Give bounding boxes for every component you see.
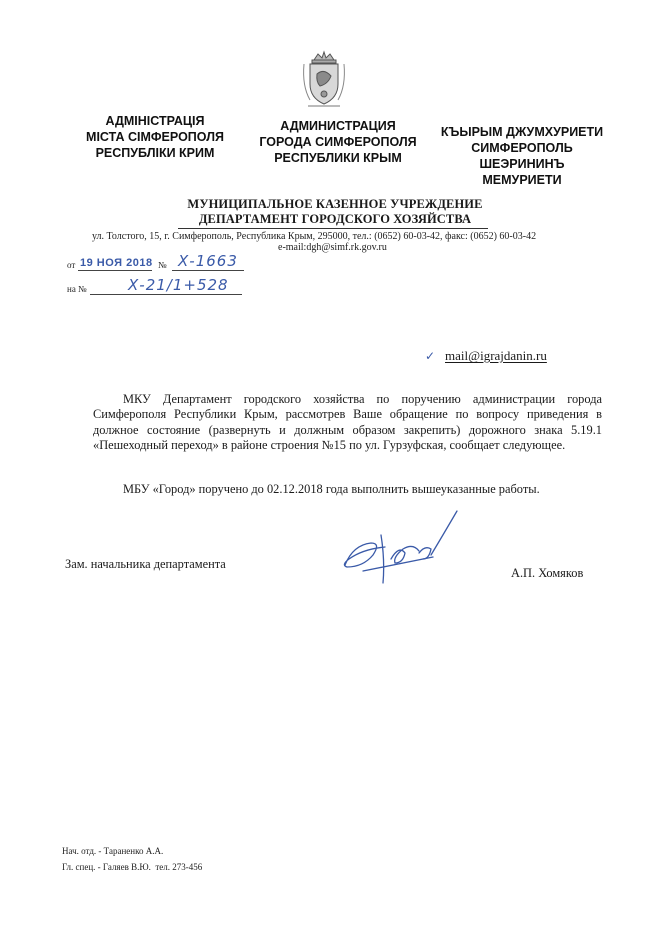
reg-ref-label: на №: [67, 284, 87, 294]
reg-ref-line: [90, 294, 242, 295]
institution-line1: МУНИЦИПАЛЬНОЕ КАЗЕННОЕ УЧРЕЖДЕНИЕ: [187, 197, 483, 211]
header-rus-line3: РЕСПУБЛИКИ КРЫМ: [274, 151, 402, 165]
institution-address: ул. Толстого, 15, г. Симферополь, Республика Крым, 295000, тел.: (0652) 60-03-42, факс: (0652) 60-03-42: [92, 231, 537, 242]
reg-number-handwritten: Х-1663: [178, 252, 238, 270]
reg-number-line: [172, 270, 244, 271]
footer-executor-1: Нач. отд. - Тараненко А.А.: [62, 846, 164, 856]
reg-date-stamp: 19 НОЯ 2018: [80, 257, 153, 269]
reg-number-label: №: [158, 260, 167, 270]
institution-line2: ДЕПАРТАМЕНТ ГОРОДСКОГО ХОЗЯЙСТВА: [198, 212, 472, 226]
reg-date-line: [78, 270, 152, 271]
institution-email: e-mail:dgh@simf.rk.gov.ru: [278, 242, 387, 253]
footer-executor-2: Гл. спец. - Галяев В.Ю. тел. 273-456: [62, 862, 203, 872]
handwritten-signature: [333, 505, 468, 590]
header-crt-line4: МЕМУРИЕТИ: [482, 173, 562, 187]
header-rus-line1: АДМИНИСТРАЦИЯ: [280, 119, 396, 133]
header-ukr-line1: АДМІНІСТРАЦІЯ: [105, 114, 205, 128]
reg-ref-handwritten: Х-21/1+528: [128, 276, 229, 294]
institution-divider: [178, 228, 488, 229]
header-ukrainian: [70, 113, 240, 161]
body-paragraph-1: МКУ Департамент городского хозяйства по поручению администрации города Симферополя Республики Крым, рассмотрев Ваше обращение по вопросу приведения в должное состояние (развернуть и должным образом закрепить) дорожного знака 5.19.1 «Пешеходный переход» в районе строения №15 по ул. Гурзуфская, сообщает следующее.: [93, 392, 602, 452]
header-crt-line2: СИМФЕРОПОЛЬ: [471, 141, 573, 155]
header-russian: [248, 118, 428, 166]
header-crt-line3: ШЕЭРИНИНЪ: [479, 157, 565, 171]
institution-name: [150, 197, 520, 227]
header-crimean-tatar: [432, 124, 612, 188]
signature-position: Зам. начальника департамента: [65, 557, 226, 571]
reg-from-label: от: [67, 260, 76, 270]
checkmark-icon: ✓: [425, 349, 436, 363]
body-paragraph-2: МБУ «Город» поручено до 02.12.2018 года выполнить вышеуказанные работы.: [123, 482, 540, 496]
header-rus-line2: ГОРОДА СИМФЕРОПОЛЯ: [259, 135, 417, 149]
signature-name: А.П. Хомяков: [511, 566, 584, 580]
coat-of-arms-emblem: [300, 50, 348, 110]
recipient-email[interactable]: mail@igrajdanin.ru: [445, 348, 547, 363]
header-ukr-line3: РЕСПУБЛІКИ КРИМ: [95, 146, 215, 160]
header-ukr-line2: МІСТА СІМФЕРОПОЛЯ: [86, 130, 224, 144]
header-crt-line1: КЪЫРЫМ ДЖУМХУРИЕТИ: [440, 125, 604, 139]
